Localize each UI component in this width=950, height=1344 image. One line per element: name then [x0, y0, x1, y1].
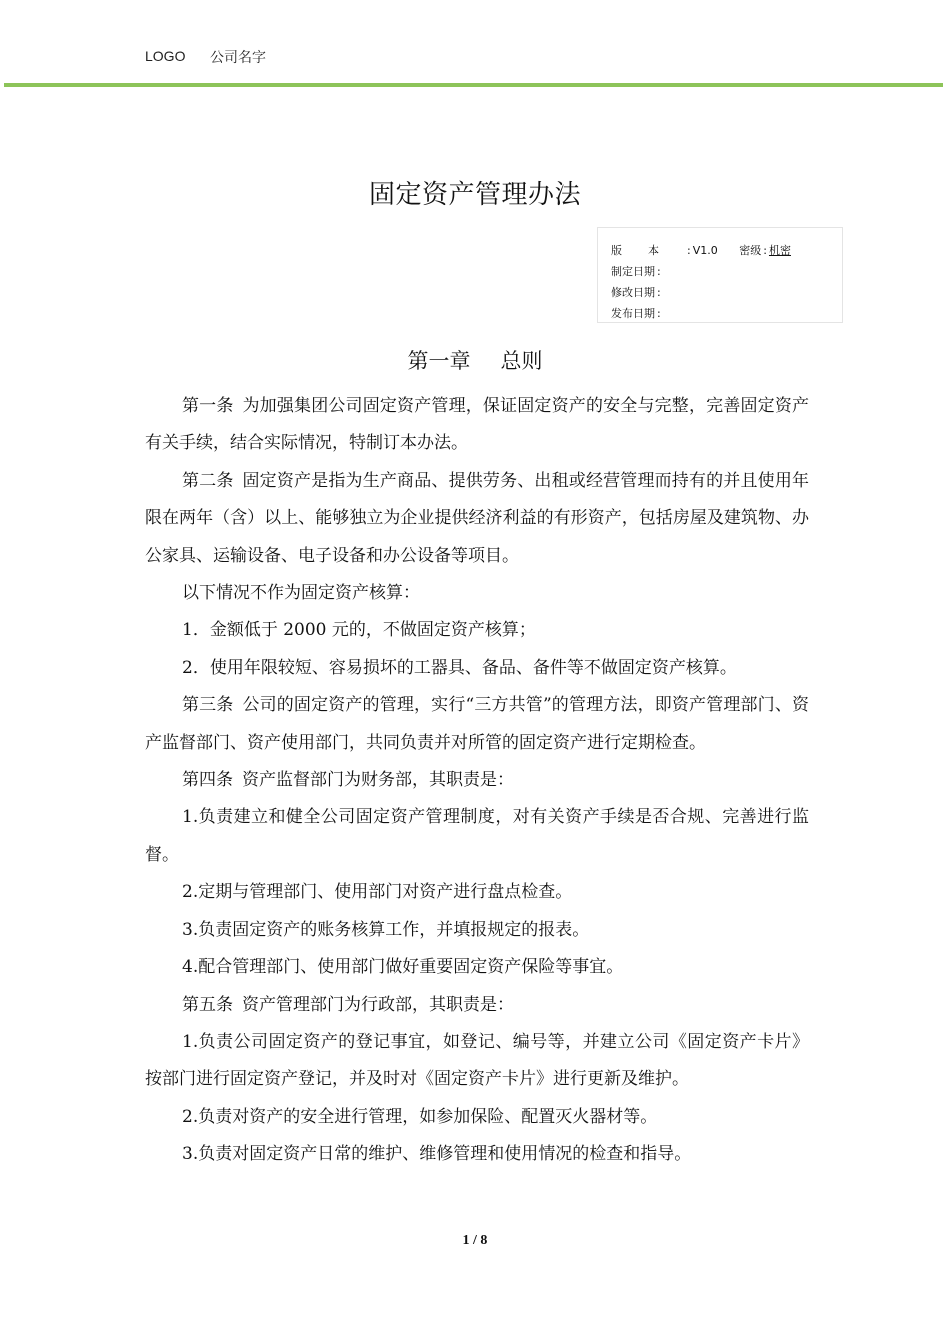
article-text: 资产管理部门为行政部，其职责是：: [242, 994, 514, 1015]
article-number: 第一条: [182, 396, 234, 416]
modified-date-row: 修改日期 :: [611, 286, 661, 299]
list-item: 1．金额低于 2000 元的，不做固定资产核算；: [182, 620, 536, 641]
document-info-box: [597, 227, 843, 323]
version-label: 版本: [611, 244, 685, 257]
header-divider: [4, 83, 943, 87]
created-date-label: 制定日期: [611, 265, 655, 278]
document-body: [145, 388, 809, 1174]
created-date-row: 制定日期 :: [611, 265, 661, 278]
chapter-number: 第一章: [407, 349, 471, 373]
version-row: 版本 : V1.0 密级 : 机密: [611, 244, 791, 257]
article-3-paragraph: [145, 687, 809, 762]
list-item: 4.配合管理部门、使用部门做好重要固定资产保险等事宜。: [182, 957, 624, 978]
secrecy-label: 密级: [739, 244, 762, 257]
chapter-name: 总则: [500, 349, 543, 373]
page-header: [0, 0, 950, 90]
list-item: 3.负责对固定资产日常的维护、维修管理和使用情况的检查和指导。: [182, 1144, 692, 1165]
published-date-label: 发布日期: [611, 307, 655, 320]
company-name: 公司名字: [210, 50, 266, 66]
version-value: V1.0: [692, 244, 718, 257]
page-number: 1 / 8: [462, 1233, 488, 1248]
article-4-paragraph: [145, 762, 809, 799]
modified-date-label: 修改日期: [611, 286, 655, 299]
list-item: 2.负责对资产的安全进行管理，如参加保险、配置灭火器材等。: [182, 1106, 658, 1127]
article-text: 公司的固定资产的管理，实行“三方共管”的管理方法，即资产管理部门、资产监督部门、资产使用部门，共同负责并对所管的固定资产进行定期检查。: [145, 695, 809, 753]
article-5-paragraph: [145, 987, 809, 1024]
article-number: 第三条: [182, 695, 234, 716]
list-item: 1.负责建立和健全公司固定资产管理制度，对有关资产手续是否合规、完善进行监督。: [145, 807, 809, 865]
list-item: 2.定期与管理部门、使用部门对资产进行盘点检查。: [182, 882, 573, 903]
article-text: 为加强集团公司固定资产管理，保证固定资产的安全与完整，完善固定资产有关手续，结合实际情况，特制订本办法。: [145, 396, 809, 454]
article-1-paragraph: [145, 388, 809, 463]
article-text: 资产监督部门为财务部，其职责是：: [242, 770, 514, 791]
paragraph: 以下情况不作为固定资产核算：: [182, 583, 420, 604]
article-number: 第二条: [182, 470, 234, 491]
chapter-heading: [0, 345, 950, 375]
article-2-paragraph: [145, 463, 809, 575]
logo: LOGO: [145, 48, 186, 64]
list-item: 1.负责公司固定资产的登记事宜，如登记、编号等，并建立公司《固定资产卡片》按部门进行固定资产登记，并及时对《固定资产卡片》进行更新及维护。: [145, 1031, 809, 1090]
list-item: 3.负责固定资产的账务核算工作，并填报规定的报表。: [182, 919, 590, 940]
article-number: 第五条: [182, 994, 233, 1015]
secrecy-value: 机密: [768, 244, 791, 257]
published-date-row: 发布日期 :: [611, 307, 661, 320]
document-title: 固定资产管理办法: [368, 180, 581, 210]
article-number: 第四条: [182, 770, 233, 791]
article-text: 固定资产是指为生产商品、提供劳务、出租或经营管理而持有的并且使用年限在两年（含）以上、能够独立为企业提供经济利益的有形资产，包括房屋及建筑物、办公家具、运输设备、电子设备和办公设备等项目。: [145, 470, 809, 566]
list-item: 2．使用年限较短、容易损坏的工器具、备品、备件等不做固定资产核算。: [182, 657, 737, 678]
